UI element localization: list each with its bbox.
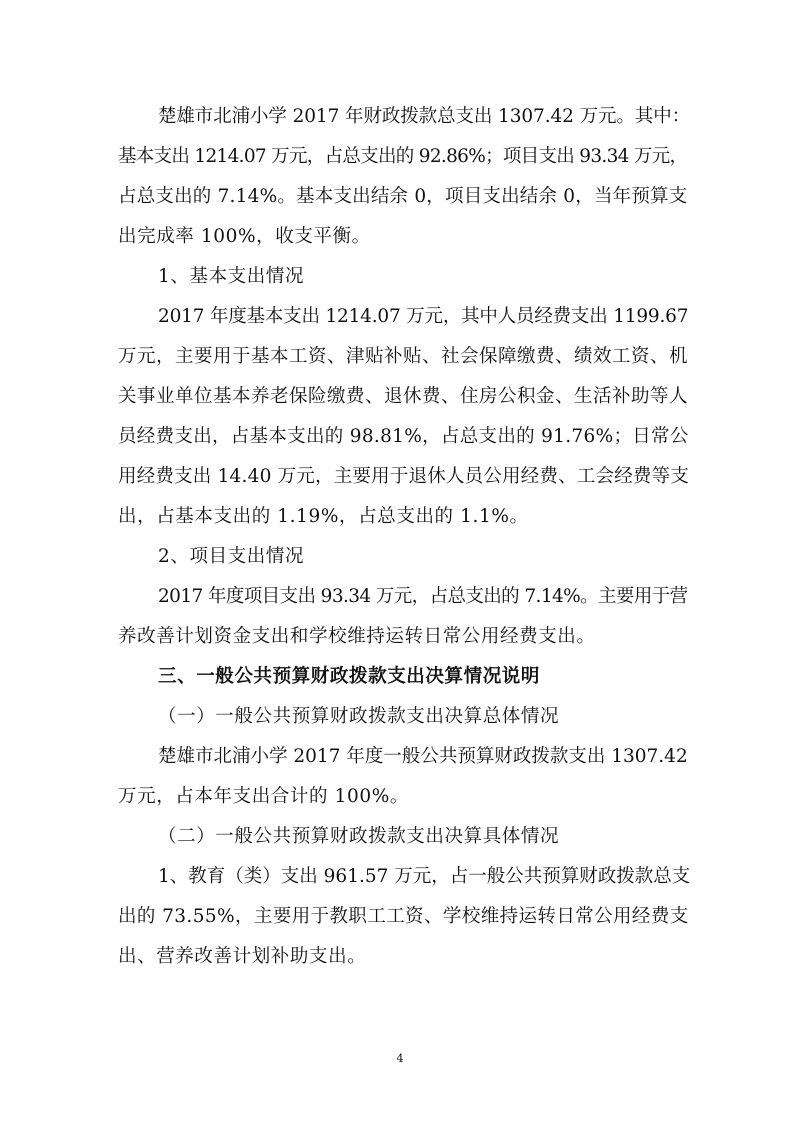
paragraph-line: 2017 年度项目支出 93.34 万元，占总支出的 7.14%。主要用于营 xyxy=(158,586,688,607)
paragraph-line: 2017 年度基本支出 1214.07 万元，其中人员经费支出 1199.67 xyxy=(158,306,689,327)
paragraph-line: 用经费支出 14.40 万元，主要用于退休人员公用经费、工会经费等支 xyxy=(118,466,690,487)
subsection-heading: （一）一般公共预算财政拨款支出决算总体情况 xyxy=(158,706,560,727)
subsection-heading: （二）一般公共预算财政拨款支出决算具体情况 xyxy=(158,826,560,847)
section-heading: 2、项目支出情况 xyxy=(158,546,305,567)
paragraph-line: 楚雄市北浦小学 2017 年财政拨款总支出 1307.42 万元。其中： xyxy=(158,106,691,127)
paragraph-line: 1、教育（类）支出 961.57 万元，占一般公共预算财政拨款总支 xyxy=(158,866,691,887)
page-number: 4 xyxy=(396,1052,404,1065)
paragraph-line: 基本支出 1214.07 万元，占总支出的 92.86%；项目支出 93.34 万元， xyxy=(118,146,688,167)
paragraph-line: 出、营养改善计划补助支出。 xyxy=(118,946,367,967)
paragraph-line: 出的 73.55%，主要用于教职工工资、学校维持运转日常公用经费支 xyxy=(118,906,689,927)
section-heading: 1、基本支出情况 xyxy=(158,266,305,287)
paragraph-line: 关事业单位基本养老保险缴费、退休费、住房公积金、生活补助等人 xyxy=(118,386,689,407)
paragraph-line: 养改善计划资金支出和学校维持运转日常公用经费支出。 xyxy=(118,626,596,647)
paragraph-line: 出完成率 100%，收支平衡。 xyxy=(118,226,371,247)
paragraph-line: 出，占基本支出的 1.19%，占总支出的 1.1%。 xyxy=(118,506,529,527)
paragraph-line: 万元，主要用于基本工资、津贴补贴、社会保障缴费、绩效工资、机 xyxy=(118,346,689,367)
paragraph-line: 占总支出的 7.14%。基本支出结余 0，项目支出结余 0，当年预算支 xyxy=(118,186,688,207)
chapter-heading: 三、一般公共预算财政拨款支出决算情况说明 xyxy=(158,666,541,687)
paragraph-line: 楚雄市北浦小学 2017 年度一般公共预算财政拨款支出 1307.42 xyxy=(158,746,688,767)
paragraph-line: 万元，占本年支出合计的 100%。 xyxy=(118,786,409,807)
paragraph-line: 员经费支出，占基本支出的 98.81%，占总支出的 91.76%；日常公 xyxy=(118,426,689,447)
